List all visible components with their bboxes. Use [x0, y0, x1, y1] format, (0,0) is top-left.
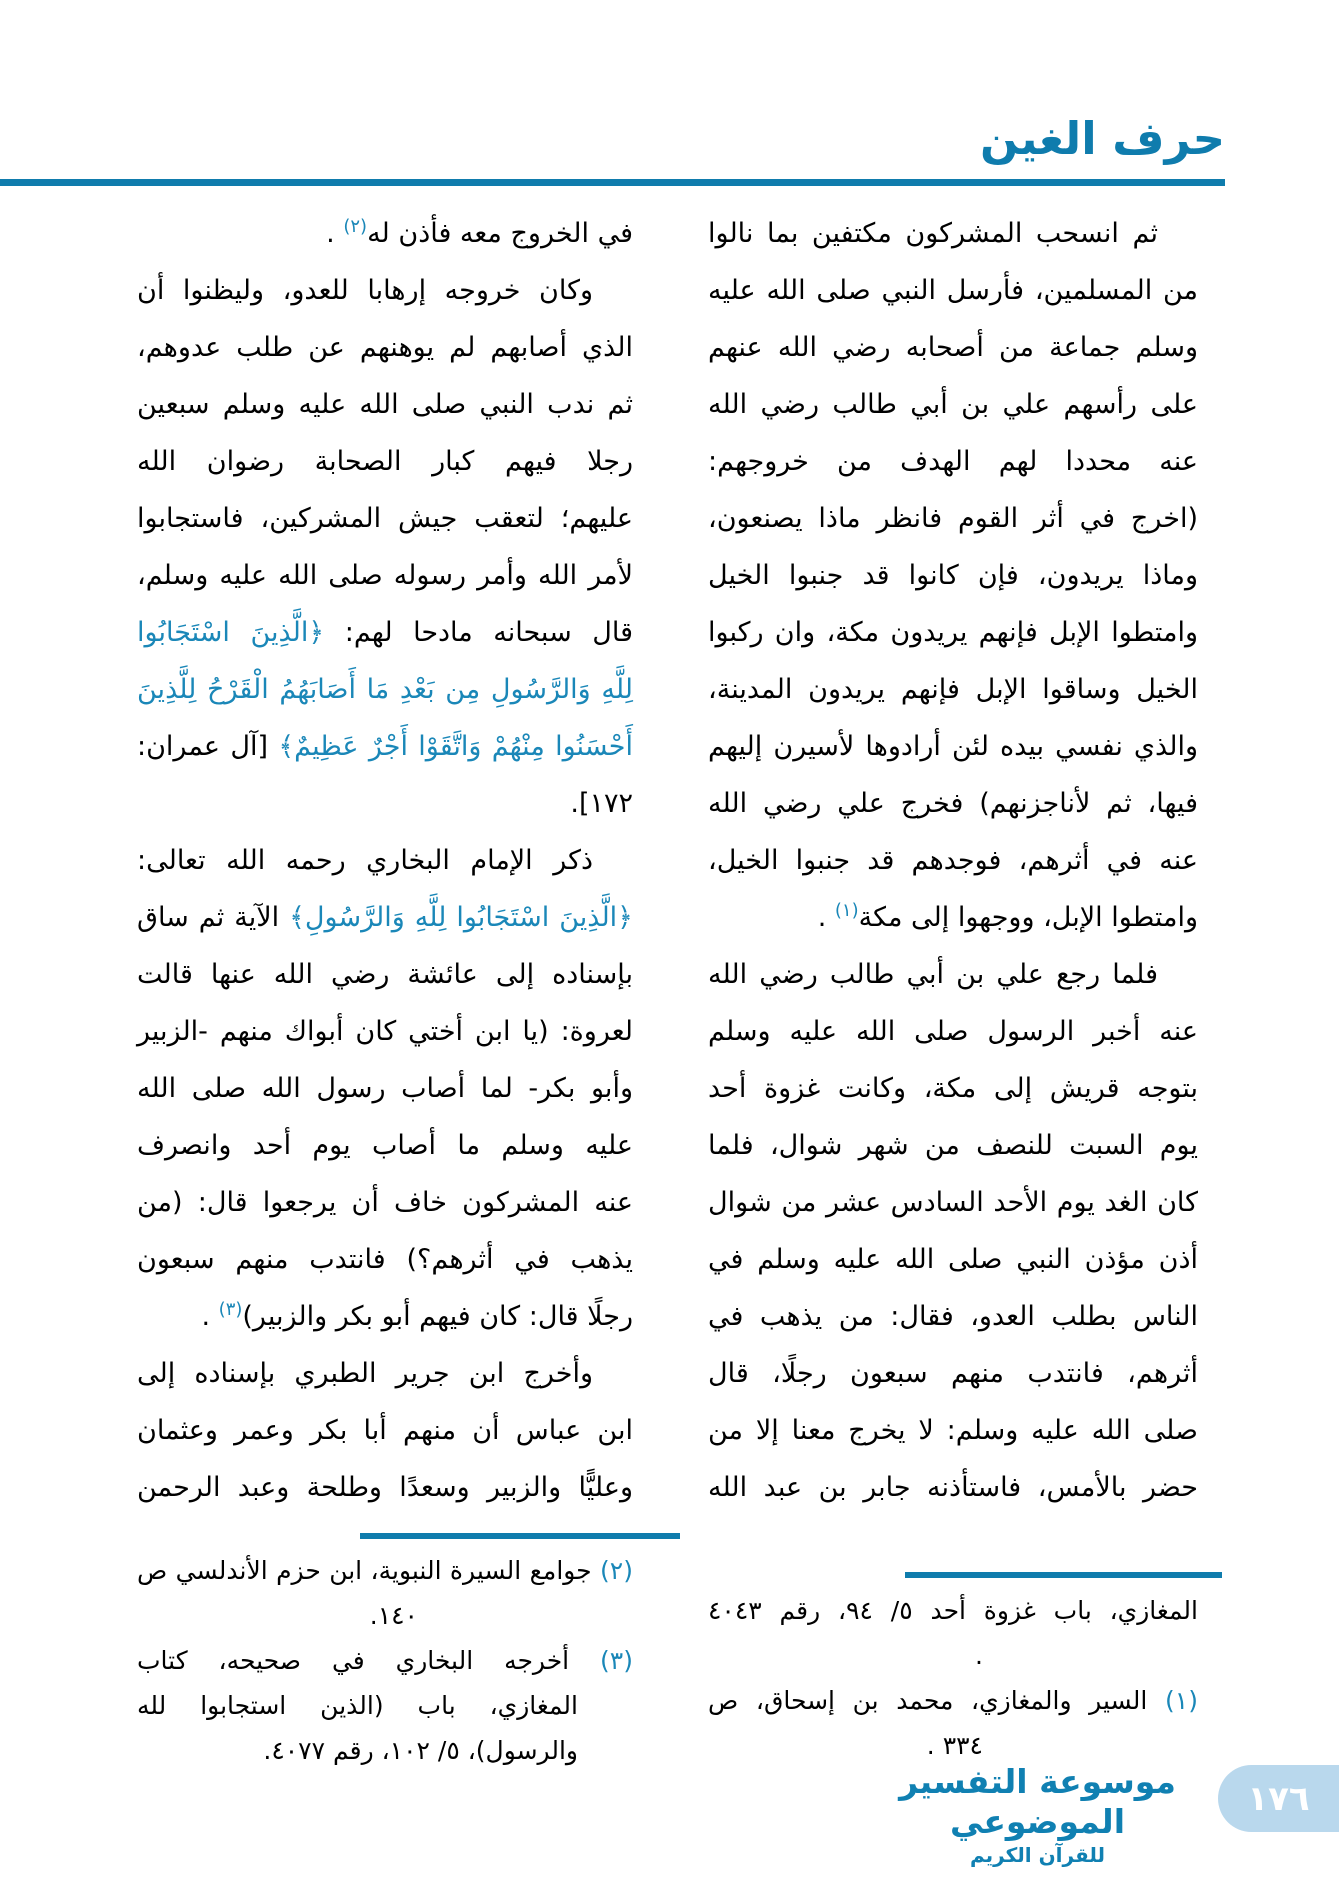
- footnote-line: [137, 1638, 633, 1683]
- body-text: وماذا يريدون، فإن كانوا قد جنبوا الخيل: [708, 560, 1198, 591]
- text-line: [137, 775, 633, 832]
- text-line: [708, 490, 1198, 547]
- page-header-title: حرف الغين: [980, 112, 1225, 165]
- body-text: والذي نفسي بيده لئن أرادوها لأسيرن إليهم: [708, 731, 1198, 762]
- body-text: عنه في أثرهم، فوجدهم قد جنبوا الخيل،: [708, 845, 1198, 876]
- footnote-marker: (٢): [591, 1556, 633, 1585]
- text-line: [137, 1231, 633, 1288]
- publisher-logo: [895, 1762, 1180, 1868]
- body-text: يذهب في أثرهم؟) فانتدب منهم سبعون: [137, 1244, 633, 1275]
- text-line: [708, 1003, 1198, 1060]
- footnote-separator-left: [360, 1533, 680, 1539]
- text-line: [137, 1459, 633, 1516]
- footnote-ref: (٢): [343, 216, 368, 237]
- body-text: المغازي، باب غزوة أحد ٥/ ٩٤، رقم ٤٠٤٣: [708, 1596, 1198, 1625]
- body-text: .: [201, 1301, 219, 1332]
- text-line: [708, 1117, 1198, 1174]
- footnote-line: [137, 1593, 633, 1638]
- text-line: [708, 547, 1198, 604]
- text-line: [708, 1459, 1198, 1516]
- text-line: [137, 547, 633, 604]
- body-text: [آل عمران:: [137, 731, 279, 762]
- text-line: [708, 832, 1198, 889]
- page-number-pill: [1218, 1765, 1339, 1832]
- body-text: قال سبحانه مادحا لهم:: [324, 617, 634, 648]
- body-text: .: [817, 902, 835, 933]
- text-line: [137, 1060, 633, 1117]
- text-line: [708, 1060, 1198, 1117]
- quran-verse: أَحْسَنُوا مِنْهُمْ وَاتَّقَوْا أَجْرٌ عَظِيمٌ﴾: [278, 731, 633, 762]
- body-text: فيها، ثم لأناجزنهم) فخرج علي رضي الله: [708, 788, 1198, 819]
- body-text: السير والمغازي، محمد بن إسحاق، ص: [708, 1686, 1148, 1715]
- text-line: [137, 319, 633, 376]
- footnote-line: [708, 1633, 1198, 1678]
- body-text: أخرجه البخاري في صحيحه، كتاب: [137, 1646, 570, 1675]
- body-text: يوم السبت للنصف من شهر شوال، فلما: [708, 1130, 1198, 1161]
- body-text: كان الغد يوم الأحد السادس عشر من شوال: [708, 1187, 1198, 1218]
- body-text: عنه محددا لهم الهدف من خروجهم:: [708, 446, 1198, 477]
- text-line: [708, 718, 1198, 775]
- body-text: وعليًّا والزبير وسعدًا وطلحة وعبد الرحمن: [137, 1472, 633, 1503]
- body-text: عنه أخبر الرسول صلى الله عليه وسلم: [708, 1016, 1198, 1047]
- body-text: ابن عباس أن منهم أبا بكر وعمر وعثمان: [137, 1415, 633, 1446]
- text-line: [137, 718, 633, 775]
- text-line: [708, 262, 1198, 319]
- footnote-ref: (١): [834, 900, 859, 921]
- footnotes-left: [137, 1548, 633, 1773]
- body-text: أذن مؤذن النبي صلى الله عليه وسلم في: [708, 1244, 1198, 1275]
- text-line: [137, 1402, 633, 1459]
- footnotes-right: [708, 1588, 1198, 1768]
- body-text: وسلم جماعة من أصحابه رضي الله عنهم: [708, 332, 1198, 363]
- body-text: ١٤٠.: [369, 1601, 418, 1630]
- text-line: [137, 1117, 633, 1174]
- text-line: [708, 1231, 1198, 1288]
- body-text: لعروة: (يا ابن أختي كان أبواك منهم -الزبير: [137, 1016, 633, 1047]
- page-number: ١٧٦: [1247, 1778, 1310, 1819]
- body-text: جوامع السيرة النبوية، ابن حزم الأندلسي ص: [137, 1556, 592, 1585]
- text-line: [137, 205, 633, 262]
- body-text: وكان خروجه إرهابا للعدو، وليظنوا أن: [137, 275, 593, 306]
- body-text: وامتطوا الإبل فإنهم يريدون مكة، وان ركبوا: [708, 617, 1198, 648]
- body-text: حضر بالأمس، فاستأذنه جابر بن عبد الله: [708, 1472, 1198, 1503]
- text-column-right: [708, 205, 1198, 1516]
- footnote-marker: (١): [1147, 1686, 1198, 1715]
- text-line: [708, 775, 1198, 832]
- text-line: [708, 1402, 1198, 1459]
- text-line: [137, 1288, 633, 1345]
- text-line: [137, 490, 633, 547]
- text-line: [137, 604, 633, 661]
- body-text: المغازي، باب (الذين استجابوا لله: [137, 1691, 578, 1720]
- footnote-line: [708, 1678, 1198, 1723]
- text-line: [708, 1174, 1198, 1231]
- header-rule: [0, 179, 1225, 186]
- publisher-logo-title: موسوعة التفسير الموضوعي: [899, 1762, 1176, 1841]
- body-text: ١٧٢].: [570, 788, 633, 819]
- text-line: [137, 1003, 633, 1060]
- text-line: [708, 319, 1198, 376]
- body-text: الخيل وساقوا الإبل فإنهم يريدون المدينة،: [708, 674, 1198, 705]
- text-line: [137, 262, 633, 319]
- body-text: عليه وسلم ما أصاب يوم أحد وانصرف: [137, 1130, 633, 1161]
- body-text: والرسول)، ٥/ ١٠٢، رقم ٤٠٧٧.: [263, 1736, 578, 1765]
- text-line: [137, 889, 633, 946]
- quran-verse: ﴿الَّذِينَ اسْتَجَابُوا لِلَّهِ وَالرَّسُولِ﴾: [289, 902, 633, 933]
- footnote-line: [137, 1548, 633, 1593]
- footnote-line: [137, 1683, 633, 1728]
- body-text: أثرهم، فانتدب منهم سبعون رجلًا، قال: [708, 1358, 1198, 1389]
- body-text: رجلًا قال: كان فيهم أبو بكر والزبير): [242, 1301, 633, 1332]
- text-line: [137, 1174, 633, 1231]
- body-text: الآية ثم ساق: [137, 902, 290, 933]
- body-text: وامتطوا الإبل، ووجهوا إلى مكة: [858, 902, 1198, 933]
- body-text: وأخرج ابن جرير الطبري بإسناده إلى: [137, 1358, 593, 1389]
- body-text: الذي أصابهم لم يوهنهم عن طلب عدوهم،: [137, 332, 633, 363]
- body-text: ثم ندب النبي صلى الله عليه وسلم سبعين: [137, 389, 633, 420]
- text-line: [137, 946, 633, 1003]
- footnote-line: [708, 1588, 1198, 1633]
- body-text: من المسلمين، فأرسل النبي صلى الله عليه: [708, 275, 1198, 306]
- body-text: ذكر الإمام البخاري رحمه الله تعالى:: [137, 845, 593, 876]
- text-line: [708, 946, 1198, 1003]
- text-line: [708, 1288, 1198, 1345]
- body-text: ٣٣٤ .: [926, 1731, 983, 1760]
- text-line: [708, 604, 1198, 661]
- text-line: [708, 205, 1198, 262]
- body-text: بإسناده إلى عائشة رضي الله عنها قالت: [137, 959, 633, 990]
- text-line: [708, 376, 1198, 433]
- footnote-separator-right: [905, 1572, 1222, 1578]
- body-text: على رأسهم علي بن أبي طالب رضي الله: [708, 389, 1198, 420]
- text-line: [137, 832, 633, 889]
- body-text: عليهم؛ لتعقب جيش المشركين، فاستجابوا: [137, 503, 633, 534]
- body-text: لأمر الله وأمر رسوله صلى الله عليه وسلم،: [137, 560, 633, 591]
- body-text: بتوجه قريش إلى مكة، وكانت غزوة أحد: [708, 1073, 1198, 1104]
- text-line: [708, 1345, 1198, 1402]
- body-text: صلى الله عليه وسلم: لا يخرج معنا إلا من: [708, 1415, 1198, 1446]
- body-text: .: [326, 218, 344, 249]
- footnote-ref: (٣): [218, 1299, 243, 1320]
- text-line: [708, 433, 1198, 490]
- publisher-logo-subtitle: للقرآن الكريم: [969, 1843, 1106, 1867]
- body-text: .: [975, 1641, 983, 1670]
- body-text: (اخرج في أثر القوم فانظر ماذا يصنعون،: [708, 503, 1198, 534]
- text-line: [137, 661, 633, 718]
- body-text: الناس بطلب العدو، فقال: من يذهب في: [708, 1301, 1198, 1332]
- body-text: عنه المشركون خاف أن يرجعوا قال: (من: [137, 1187, 633, 1218]
- text-line: [137, 376, 633, 433]
- footnote-marker: (٣): [569, 1646, 633, 1675]
- text-line: [708, 661, 1198, 718]
- text-column-left: [137, 205, 633, 1516]
- text-line: [137, 433, 633, 490]
- body-text: فلما رجع علي بن أبي طالب رضي الله: [708, 959, 1158, 990]
- body-text: وأبو بكر- لما أصاب رسول الله صلى الله: [137, 1073, 633, 1104]
- body-text: في الخروج معه فأذن له: [367, 218, 633, 249]
- body-text: رجلا فيهم كبار الصحابة رضوان الله: [137, 446, 633, 477]
- body-text: ثم انسحب المشركون مكتفين بما نالوا: [708, 218, 1158, 249]
- text-line: [137, 1345, 633, 1402]
- quran-verse: ﴿الَّذِينَ اسْتَجَابُوا: [137, 617, 325, 648]
- quran-verse: لِلَّهِ وَالرَّسُولِ مِن بَعْدِ مَا أَصَابَهُمُ الْقَرْحُ لِلَّذِينَ: [137, 674, 633, 705]
- text-line: [708, 889, 1198, 946]
- footnote-line: [137, 1728, 633, 1773]
